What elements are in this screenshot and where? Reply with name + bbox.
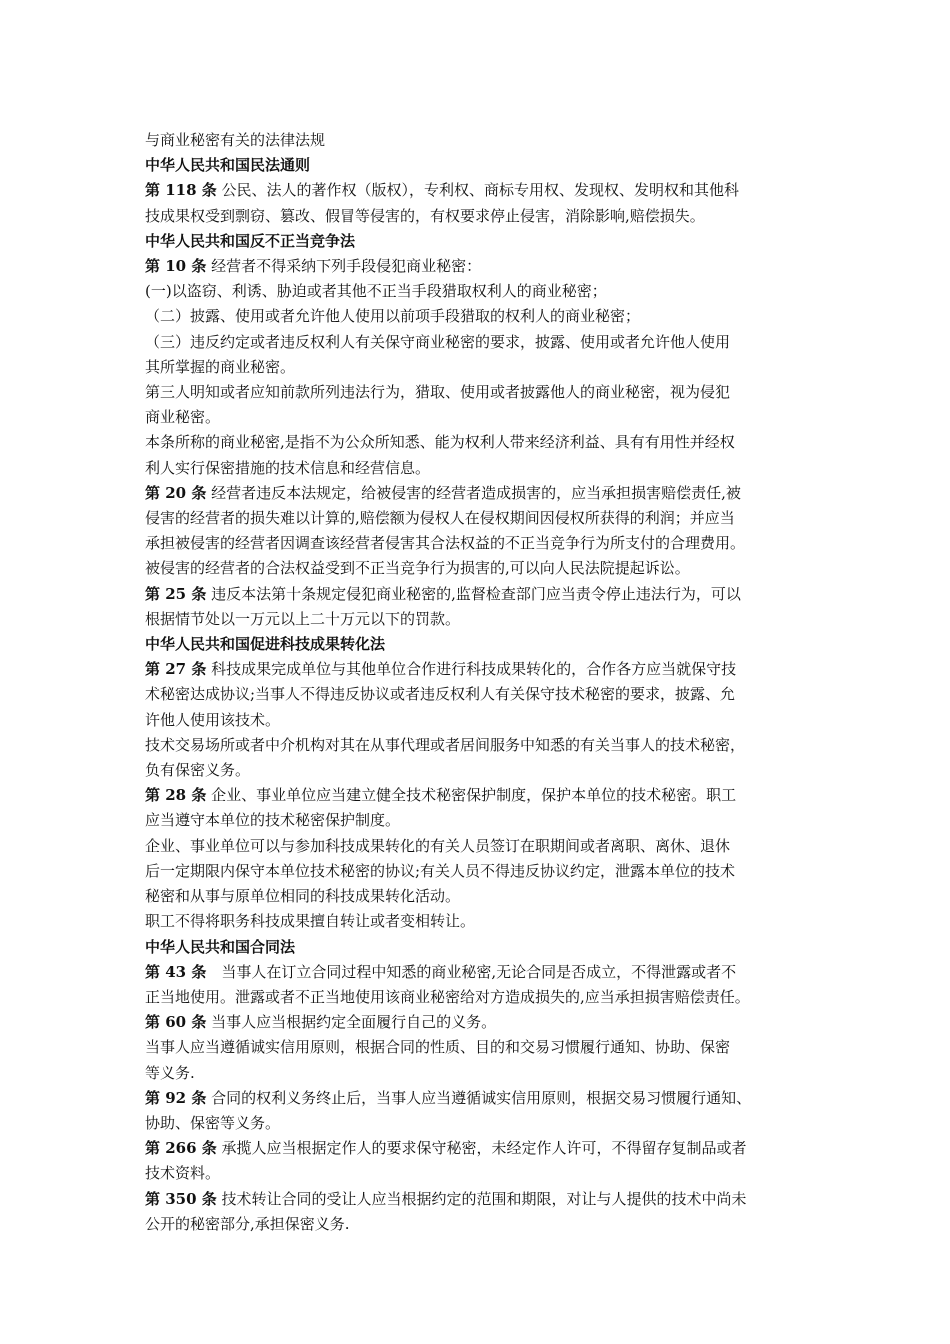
text-line: 应当遵守本单位的技术秘密保护制度。 [145,811,401,830]
article-line [145,582,815,607]
article-line [145,481,815,506]
article-line [145,960,815,985]
text-line: 协助、保密等义务。 [145,1113,281,1132]
article-number: 第 266 条 [145,1139,217,1158]
text-line: 本条所称的商业秘密,是指不为公众所知悉、能为权利人带来经济利益、具有有用性并经权 [145,433,735,452]
text-line: 技术资料。 [145,1164,221,1183]
text-line: 公开的秘密部分,承担保密义务. [145,1214,350,1233]
text-line: （二）披露、使用或者允许他人使用以前项手段猎取的权利人的商业秘密； [145,307,641,326]
text-line: 侵害的经营者的损失难以计算的,赔偿额为侵权人在侵权期间因侵权所获得的利润；并应当 [145,509,735,528]
text-line: 其所掌握的商业秘密。 [145,357,296,376]
article-text: 经营者不得采纳下列手段侵犯商业秘密： [206,257,482,276]
text-line: 商业秘密。 [145,408,221,427]
article-number: 第 10 条 [145,257,207,276]
article-line [145,1136,815,1161]
article-line [145,254,815,279]
document-body [145,128,815,1237]
article-text: 合同的权利义务终止后，当事人应当遵循诚实信用原则，根据交易习惯履行通知、 [206,1088,752,1107]
text-line: 技术交易场所或者中介机构对其在从事代理或者居间服务中知悉的有关当事人的技术秘密， [145,735,746,754]
article-line [145,1086,815,1111]
law-heading: 中华人民共和国反不正当竞争法 [145,231,356,250]
text-line: （三）违反约定或者违反权利人有关保守商业秘密的要求，披露、使用或者允许他人使用 [145,332,731,351]
text-line: (一)以盗窃、利诱、胁迫或者其他不正当手段猎取权利人的商业秘密； [145,282,607,301]
article-number: 第 60 条 [145,1013,207,1032]
article-text: 公民、法人的著作权（版权），专利权、商标专用权、发现权、发明权和其他科 [216,181,740,200]
article-line [145,1010,815,1035]
text-line: 第三人明知或者应知前款所列违法行为，猎取、使用或者披露他人的商业秘密，视为侵犯 [145,383,731,402]
article-line [145,178,815,203]
law-heading: 中华人民共和国合同法 [145,937,296,956]
document-title: 与商业秘密有关的法律法规 [145,131,326,149]
article-number: 第 350 条 [145,1189,217,1208]
law-heading: 中华人民共和国促进科技成果转化法 [145,635,386,654]
article-number: 第 27 条 [145,660,207,679]
article-line [145,657,815,682]
text-line: 术秘密达成协议;当事人不得违反协议或者违反权利人有关保守技术秘密的要求，披露、允 [145,685,736,704]
text-line: 负有保密义务。 [145,761,251,780]
text-line: 等义务. [145,1063,195,1082]
article-text: 经营者违反本法规定，给被侵害的经营者造成损害的，应当承担损害赔偿责任,被 [206,483,741,502]
article-text: 企业、事业单位应当建立健全技术秘密保护制度，保护本单位的技术秘密。职工 [206,786,737,805]
article-text: 技术转让合同的受让人应当根据约定的范围和期限，对让与人提供的技术中尚未 [216,1189,747,1208]
text-line: 秘密和从事与原单位相同的科技成果转化活动。 [145,887,461,906]
text-line: 根据情节处以一万元以上二十万元以下的罚款。 [145,609,461,628]
text-line: 技成果权受到剽窃、篡改、假冒等侵害的，有权要求停止侵害，消除影响,赔偿损失。 [145,206,705,225]
text-line: 利人实行保密措施的技术信息和经营信息。 [145,458,431,477]
law-heading: 中华人民共和国民法通则 [145,156,311,175]
article-line [145,1187,815,1212]
article-text: 违反本法第十条规定侵犯商业秘密的,监督检查部门应当责令停止违法行为，可以 [206,584,741,603]
text-line: 许他人使用该技术。 [145,710,281,729]
article-number: 第 43 条 [145,962,207,981]
article-number: 第 92 条 [145,1088,207,1107]
text-line: 被侵害的经营者的合法权益受到不正当竞争行为损害的,可以向人民法院提起诉讼。 [145,559,690,578]
text-line: 当事人应当遵循诚实信用原则，根据合同的性质、目的和交易习惯履行通知、协助、保密 [145,1038,731,1057]
text-line: 后一定期限内保守本单位技术秘密的协议;有关人员不得违反协议约定，泄露本单位的技术 [145,861,736,880]
text-line: 承担被侵害的经营者因调查该经营者侵害其合法权益的不正当竞争行为所支付的合理费用。 [145,534,746,553]
article-text: 承揽人应当根据定作人的要求保守秘密，未经定作人许可，不得留存复制品或者 [216,1139,747,1158]
article-text: 科技成果完成单位与其他单位合作进行科技成果转化的，合作各方应当就保守技 [206,660,737,679]
article-number: 第 28 条 [145,786,207,805]
text-line: 职工不得将职务科技成果擅自转让或者变相转让。 [145,912,476,931]
text-line: 正当地使用。泄露或者不正当地使用该商业秘密给对方造成损失的,应当承担损害赔偿责任。 [145,987,750,1006]
text-line: 企业、事业单位可以与参加科技成果转化的有关人员签订在职期间或者离职、离休、退休 [145,836,731,855]
article-text: 当事人在订立合同过程中知悉的商业秘密,无论合同是否成立，不得泄露或者不 [206,962,737,981]
article-number: 第 118 条 [145,181,217,200]
article-line [145,783,815,808]
article-number: 第 25 条 [145,584,207,603]
article-number: 第 20 条 [145,483,207,502]
article-text: 当事人应当根据约定全面履行自己的义务。 [206,1013,497,1032]
